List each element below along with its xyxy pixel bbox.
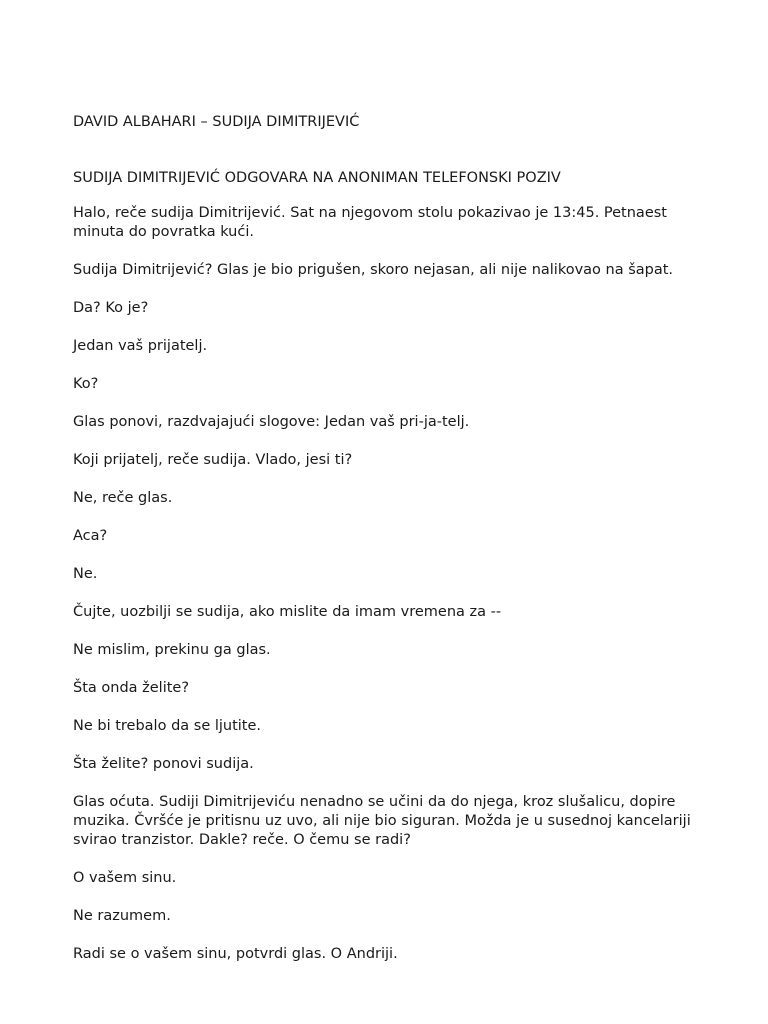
author-title: DAVID ALBAHARI – SUDIJA DIMITRIJEVIĆ <box>73 114 360 130</box>
paragraph: Ne razumem. <box>73 908 171 924</box>
paragraph: Glas oćuta. Sudiji Dimitrijeviću nenadno se učini da do njega, kroz slušalicu, dopire muzika. Čvršće je pritisnu uz uvo, ali nije bio siguran. Možda je u susednoj kancelariji svirao tranzistor. Dakle? reče. O čemu se radi? <box>73 794 691 848</box>
story-title: SUDIJA DIMITRIJEVIĆ ODGOVARA NA ANONIMAN TELEFONSKI POZIV <box>73 170 561 186</box>
paragraph: Da? Ko je? <box>73 300 149 316</box>
paragraph: O vašem sinu. <box>73 870 177 886</box>
paragraph: Radi se o vašem sinu, potvrdi glas. O Andriji. <box>73 946 398 962</box>
paragraph: Čujte, uozbilji se sudija, ako mislite da imam vremena za -- <box>73 604 502 620</box>
paragraph: Sudija Dimitrijević? Glas je bio prigušen, skoro nejasan, ali nije nalikovao na šapat. <box>73 262 674 278</box>
paragraph: Šta želite? ponovi sudija. <box>73 756 254 772</box>
paragraph: Ko? <box>73 376 99 392</box>
paragraph: Koji prijatelj, reče sudija. Vlado, jesi ti? <box>73 452 353 468</box>
paragraph: Ne bi trebalo da se ljutite. <box>73 718 262 734</box>
paragraph: Jedan vaš prijatelj. <box>73 338 208 354</box>
paragraph: Glas ponovi, razdvajajući slogove: Jedan vaš pri-ja-telj. <box>73 414 470 430</box>
paragraph: Ne mislim, prekinu ga glas. <box>73 642 271 658</box>
paragraph: Halo, reče sudija Dimitrijević. Sat na njegovom stolu pokazivao je 13:45. Petnaest minuta do povratka kući. <box>73 205 667 240</box>
document-page <box>73 112 693 983</box>
paragraph: Aca? <box>73 528 108 544</box>
paragraph: Ne, reče glas. <box>73 490 173 506</box>
paragraph: Ne. <box>73 566 98 582</box>
paragraph: Šta onda želite? <box>73 680 190 696</box>
